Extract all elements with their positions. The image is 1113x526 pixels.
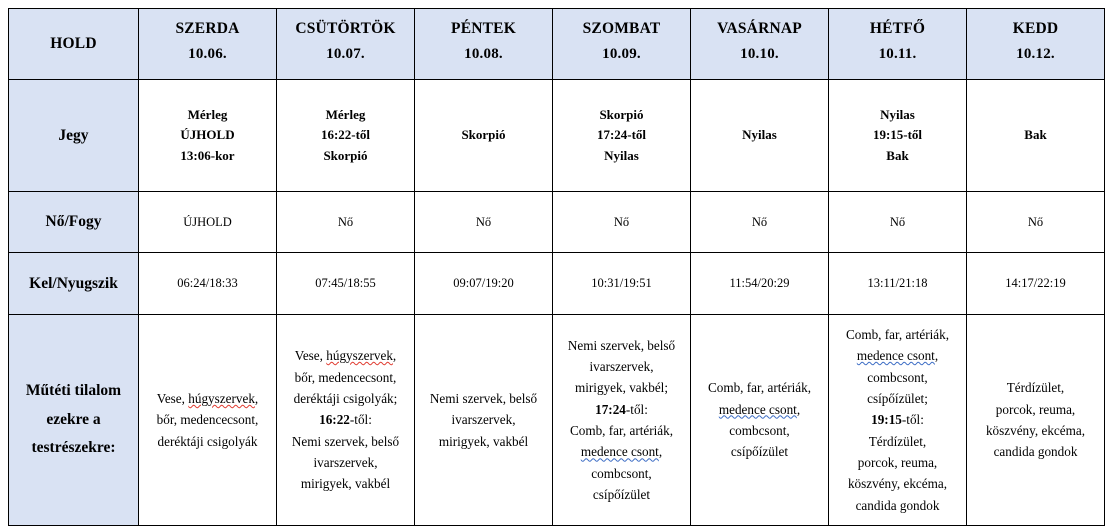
waxing-cell-3: Nő: [553, 192, 691, 253]
text-run: mirigyek, vakbél: [300, 476, 391, 492]
text-line: [974, 441, 1097, 462]
row-label-kel-nyugszik: Kel/Nyugszik: [9, 253, 139, 315]
header-day-date: 10.06.: [188, 46, 227, 63]
table-row-waxing: [9, 192, 1105, 253]
spellcheck-misspelled-text: húgyszervek: [188, 390, 255, 406]
text-line: [836, 473, 959, 494]
text-line: [284, 345, 407, 366]
text-run: Vese,: [294, 348, 327, 364]
sign-cell-0: [139, 80, 277, 192]
text-run: deréktáji csigolyák;: [293, 390, 398, 406]
header-day-1: [277, 9, 415, 80]
text-line: 13:06-kor: [180, 147, 235, 163]
text-run: -től:: [625, 401, 648, 417]
riseset-cell-3: 10:31/19:51: [553, 253, 691, 315]
text-line: [560, 463, 683, 484]
waxing-cell-6: Nő: [967, 192, 1105, 253]
riseset-cell-6: 14:17/22:19: [967, 253, 1105, 315]
text-line: [146, 388, 269, 409]
text-line: [698, 441, 821, 462]
surgery-cell-0: [139, 315, 277, 526]
text-line: [560, 420, 683, 441]
text-line: [560, 377, 683, 398]
text-run: ivarszervek,: [313, 455, 378, 471]
text-run: deréktáji csigolyák: [157, 433, 258, 449]
surgery-cell-5: [829, 315, 967, 526]
waxing-cell-2: Nő: [415, 192, 553, 253]
header-day-2: [415, 9, 553, 80]
header-day-name: SZOMBAT: [582, 20, 661, 38]
waxing-cell-0: ÚJHOLD: [139, 192, 277, 253]
header-day-4: [691, 9, 829, 80]
text-run: mirigyek, vakbél;: [574, 380, 669, 396]
text-line: Nyilas: [604, 147, 639, 163]
text-line: [422, 431, 545, 452]
text-line: Műtéti tilalom: [25, 381, 122, 399]
text-line: [284, 388, 407, 409]
text-run: ivarszervek,: [589, 358, 654, 374]
text-line: [836, 409, 959, 430]
text-line: [422, 388, 545, 409]
text-line: Skorpió: [323, 147, 368, 163]
text-run: bőr, medencecsont,: [294, 369, 397, 385]
spellcheck-misspelled-text: húgyszervek: [326, 348, 393, 364]
text-line: [974, 377, 1097, 398]
grammarcheck-flagged-text: medence csont: [580, 444, 659, 460]
text-run: Comb, far, artériák,: [845, 326, 950, 342]
text-line: [836, 452, 959, 473]
surgery-cell-4: [691, 315, 829, 526]
text-run: combcsont,: [867, 369, 928, 385]
text-line: Bak: [1024, 127, 1047, 143]
riseset-cell-1: 07:45/18:55: [277, 253, 415, 315]
grammarcheck-flagged-text: medence csont: [718, 401, 797, 417]
text-run: csípőízület: [592, 487, 651, 503]
text-run: porcok, reuma,: [857, 455, 938, 471]
text-run: Comb, far, artériák,: [569, 423, 674, 438]
text-line: [698, 377, 821, 398]
text-run: ivarszervek,: [451, 412, 516, 428]
grammarcheck-flagged-text: medence csont: [856, 348, 935, 364]
text-run: Térdízület,: [868, 433, 927, 449]
riseset-cell-0: 06:24/18:33: [139, 253, 277, 315]
text-line: [560, 484, 683, 505]
text-line: testrészekre:: [31, 439, 116, 457]
text-line: Mérleg: [325, 107, 366, 123]
text-line: [560, 356, 683, 377]
time-marker-text: 16:22: [319, 412, 350, 428]
sign-cell-2: [415, 80, 553, 192]
header-corner-hold: HOLD: [9, 9, 139, 80]
text-run: -től:: [349, 412, 372, 428]
header-day-6: [967, 9, 1105, 80]
text-run: combcsont,: [591, 465, 652, 481]
moon-calendar-table: [8, 8, 1105, 526]
sign-cell-6: [967, 80, 1105, 192]
waxing-cell-1: Nő: [277, 192, 415, 253]
text-line: [698, 420, 821, 441]
header-day-date: 10.10.: [740, 46, 779, 63]
header-day-name: VASÁRNAP: [717, 20, 802, 38]
text-run: Nemi szervek, belső: [567, 337, 676, 353]
text-line: Mérleg: [187, 107, 228, 123]
header-day-date: 10.09.: [602, 46, 641, 63]
text-line: ÚJHOLD: [180, 127, 235, 143]
table-row-sign: [9, 80, 1105, 192]
text-run: Térdízület,: [1006, 380, 1065, 396]
text-line: Skorpió: [599, 107, 644, 123]
text-line: [422, 409, 545, 430]
surgery-cell-1: [277, 315, 415, 526]
text-line: Skorpió: [461, 127, 506, 143]
text-run: köszvény, ekcéma,: [985, 423, 1086, 438]
text-line: [284, 431, 407, 452]
text-run: ,: [658, 444, 663, 460]
header-day-date: 10.12.: [1016, 46, 1055, 63]
header-day-0: [139, 9, 277, 80]
text-line: [836, 345, 959, 366]
sign-cell-5: [829, 80, 967, 192]
header-day-date: 10.08.: [464, 46, 503, 63]
sign-cell-1: [277, 80, 415, 192]
text-line: [560, 441, 683, 462]
text-line: [284, 473, 407, 494]
text-line: 16:22-től: [320, 127, 371, 143]
text-run: csípőízület;: [867, 390, 928, 406]
text-run: ,: [392, 348, 397, 364]
header-day-date: 10.07.: [326, 46, 365, 63]
riseset-cell-5: 13:11/21:18: [829, 253, 967, 315]
table-row-riseset: [9, 253, 1105, 315]
text-line: [836, 367, 959, 388]
text-run: ,: [254, 390, 259, 406]
text-line: [836, 324, 959, 345]
table-row-surgery-ban: [9, 315, 1105, 526]
text-line: [284, 367, 407, 388]
surgery-cell-6: [967, 315, 1105, 526]
text-line: [284, 409, 407, 430]
text-run: candida gondok: [855, 497, 940, 513]
text-run: köszvény, ekcéma,: [847, 476, 948, 492]
sign-cell-4: [691, 80, 829, 192]
text-run: csípőízület: [730, 444, 789, 460]
text-run: combcsont,: [729, 423, 790, 438]
text-line: [836, 388, 959, 409]
header-day-name: HÉTFŐ: [869, 20, 926, 38]
surgery-cell-2: [415, 315, 553, 526]
text-line: [560, 335, 683, 356]
header-day-3: [553, 9, 691, 80]
waxing-cell-5: Nő: [829, 192, 967, 253]
text-run: mirigyek, vakbél: [438, 433, 529, 449]
text-line: [836, 495, 959, 516]
text-line: [284, 452, 407, 473]
text-run: Vese,: [156, 390, 189, 406]
text-run: ,: [796, 401, 801, 417]
text-run: porcok, reuma,: [995, 401, 1076, 417]
row-label-muteti-tilalom: [9, 315, 139, 526]
text-line: 19:15-től: [872, 127, 923, 143]
text-line: [560, 399, 683, 420]
text-run: -től:: [901, 412, 924, 428]
text-run: ,: [934, 348, 939, 364]
text-line: [146, 409, 269, 430]
time-marker-text: 17:24: [595, 401, 626, 417]
row-label-no-fogy: Nő/Fogy: [9, 192, 139, 253]
header-day-name: SZERDA: [175, 20, 240, 38]
header-day-name: CSÜTÖRTÖK: [295, 20, 396, 38]
text-run: Nemi szervek, belső: [429, 390, 538, 406]
text-line: Nyilas: [880, 107, 915, 123]
text-run: bőr, medencecsont,: [156, 412, 259, 428]
text-line: Bak: [886, 147, 909, 163]
text-run: candida gondok: [993, 444, 1078, 460]
text-line: ezekre a: [46, 410, 101, 428]
time-marker-text: 19:15: [871, 412, 902, 428]
riseset-cell-2: 09:07/19:20: [415, 253, 553, 315]
text-run: Nemi szervek, belső: [291, 433, 400, 449]
text-line: [698, 399, 821, 420]
text-line: Nyilas: [742, 127, 777, 143]
text-line: [836, 431, 959, 452]
text-line: [146, 431, 269, 452]
riseset-cell-4: 11:54/20:29: [691, 253, 829, 315]
text-run: Comb, far, artériák,: [707, 380, 812, 396]
text-line: [974, 399, 1097, 420]
header-day-5: [829, 9, 967, 80]
surgery-cell-3: [553, 315, 691, 526]
table-header-row: [9, 9, 1105, 80]
header-day-name: PÉNTEK: [451, 20, 516, 38]
row-label-jegy: Jegy: [9, 80, 139, 192]
text-line: [974, 420, 1097, 441]
waxing-cell-4: Nő: [691, 192, 829, 253]
header-day-name: KEDD: [1012, 20, 1059, 38]
sign-cell-3: [553, 80, 691, 192]
text-line: 17:24-től: [596, 127, 647, 143]
header-day-date: 10.11.: [878, 46, 917, 63]
